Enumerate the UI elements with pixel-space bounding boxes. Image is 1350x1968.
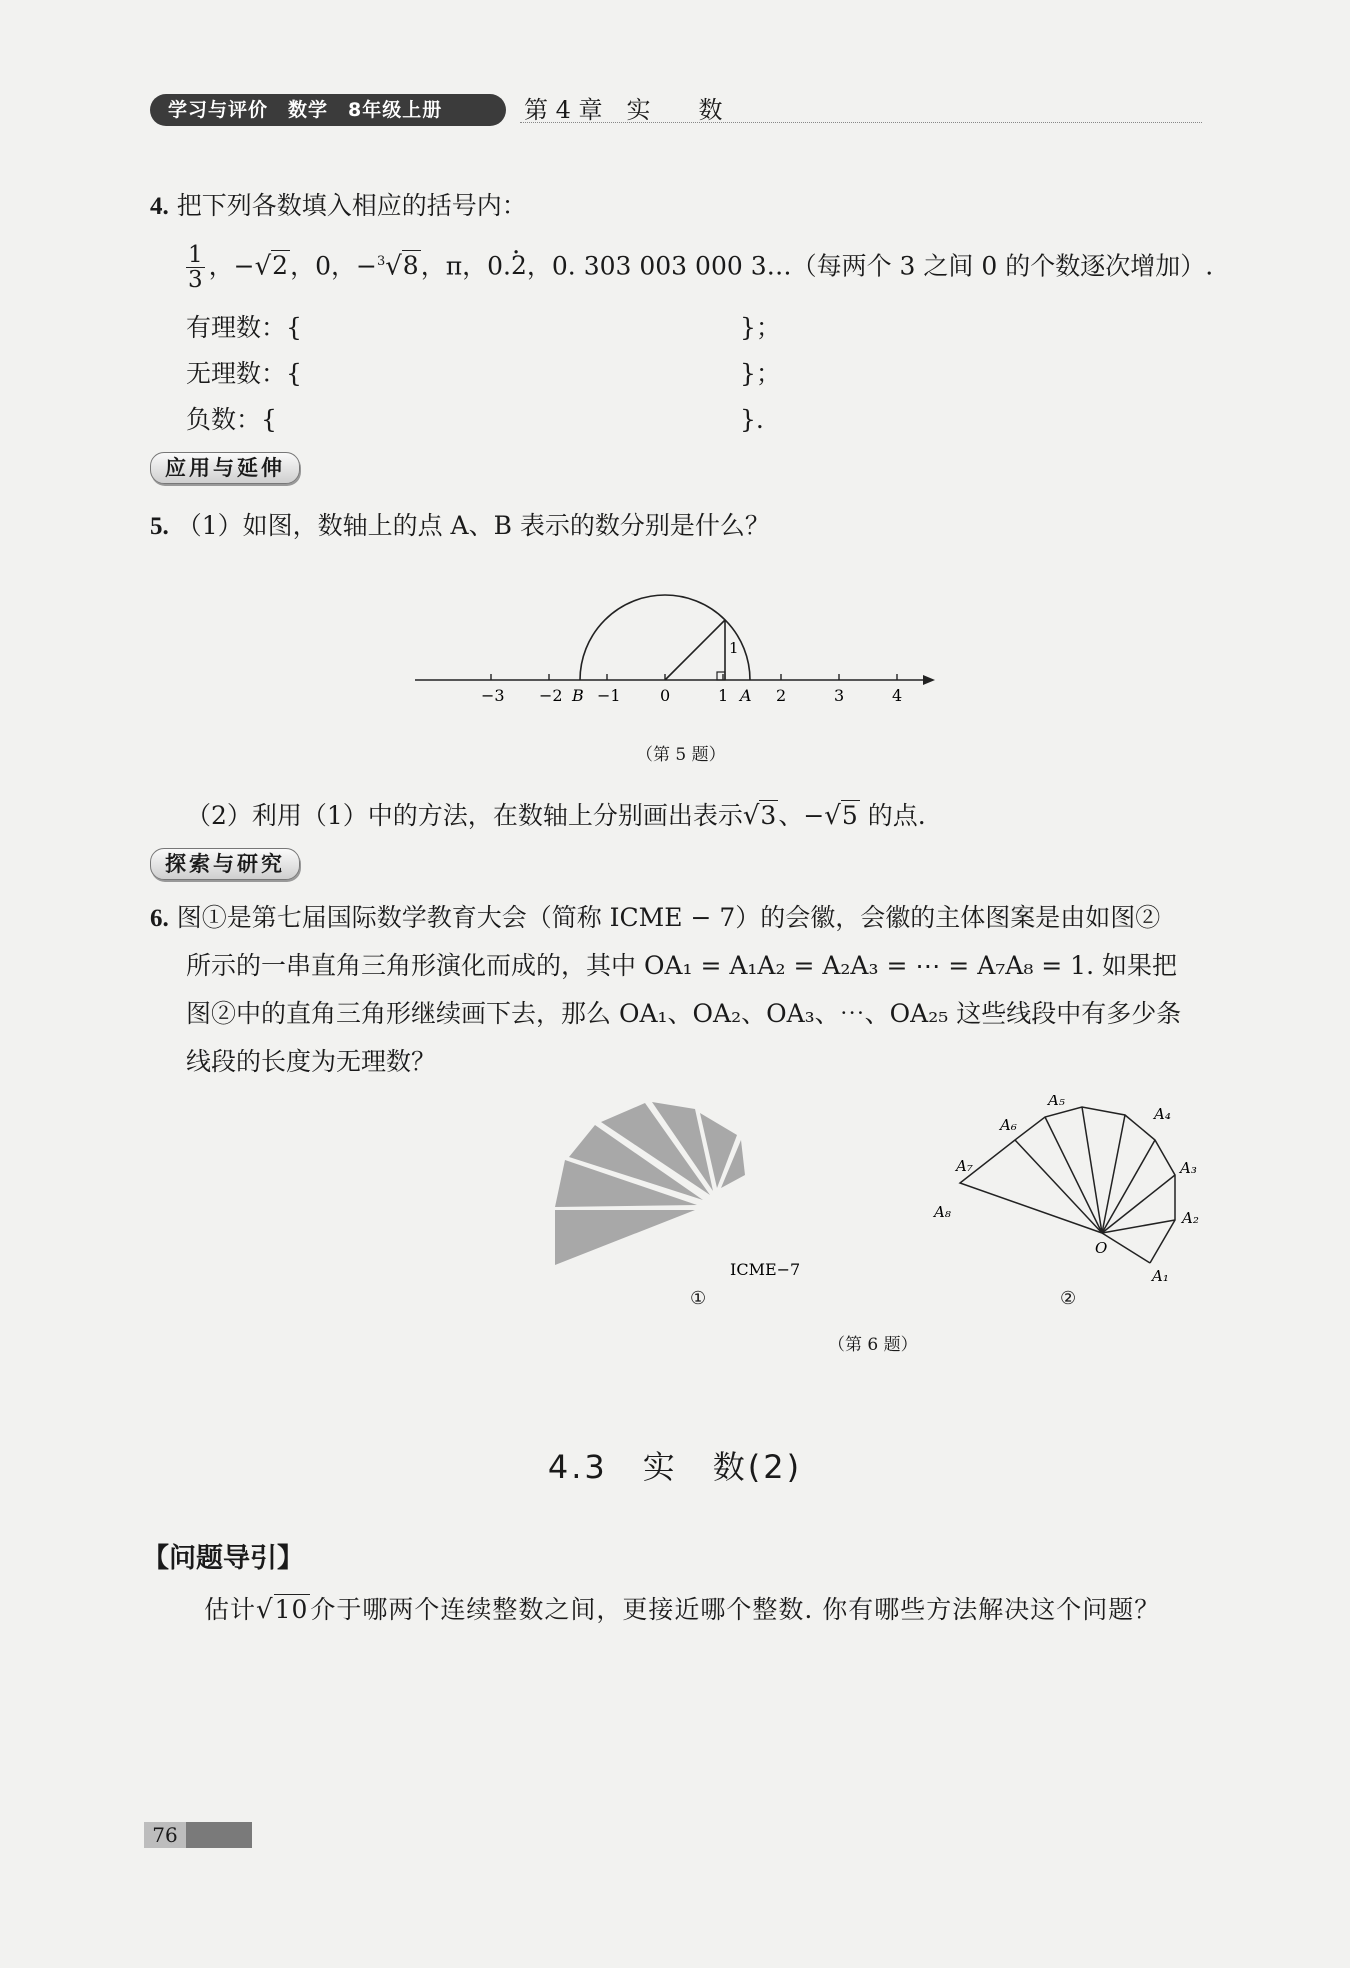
triangle-hypotenuse [665,620,725,680]
icme-logo-figure [545,1095,815,1285]
q5-part2-c: 的点. [859,801,926,830]
cbrt-icon: √ [385,251,402,282]
sqrt5-radicand: 5 [841,801,858,830]
point-a5-label: A₅ [1048,1095,1065,1109]
q4-number: 4. [150,193,169,220]
axis-tick-label: 1 [718,686,729,705]
spiral-lines [960,1107,1175,1263]
q6-line1 [150,898,1160,939]
q4-sep-1: ，− [208,251,255,281]
spoke-a4 [1102,1140,1155,1233]
q6-line2: 所示的一串直角三角形演化而成的，其中 OA₁ = A₁A₂ = A₂A₃ = ⋯ = A₇A₈ = 1. 如果把 [186,951,1177,980]
q5-caption: （第 5 题） [636,745,726,765]
fig2-label: ② [1060,1288,1077,1309]
q5-part2-b: 、− [778,801,825,830]
logo-text: ICME−7 [730,1260,801,1279]
fig1-label: ① [690,1288,707,1309]
guide-text [204,1590,1160,1630]
spoke-a3 [1102,1175,1175,1233]
spoke-a5 [1102,1115,1125,1233]
section-title: 4.3 实 数(2) [547,1448,803,1486]
point-o-label: O [1095,1239,1108,1257]
repeating-digit: · 2 [511,251,527,280]
q4-row-irrational: 无理数：{ [186,359,302,388]
axis-tick-label: 0 [660,686,671,705]
guide-text-b: 介于哪两个连续整数之间，更接近哪个整数. 你有哪些方法解决这个问题？ [310,1595,1161,1624]
q4-sep-2: ，0，− [290,251,377,281]
sqrt10-radicand: 10 [274,1595,309,1624]
page-number: 76 [144,1822,186,1848]
q4-prompt-text: 把下列各数填入相应的括号内： [176,191,527,220]
point-a-label: A [740,686,752,705]
book-title-header: 学习与评价 数学 8年级上册 [150,94,506,126]
spiral-figure [930,1095,1210,1285]
badge-explore-research: 探索与研究 [150,848,300,880]
point-a3-label: A₃ [1180,1159,1197,1177]
leg-label: 1 [729,639,739,657]
fraction-one-third: $\frac{1}{3}$ [188,242,203,294]
q4-row-rational: 有理数：{ [186,313,302,342]
axis-tick-label: 2 [776,686,787,705]
sqrt3-radicand: 3 [760,801,777,830]
q6-caption: （第 6 题） [828,1335,918,1355]
sqrt-icon: √ [256,1595,274,1625]
axis-tick-label: 3 [834,686,845,705]
q5-part1 [150,506,770,547]
q4-number-list [186,242,1213,292]
spoke-a2 [1102,1220,1175,1233]
q4-prompt [150,186,527,227]
q5-number: 5. [150,513,169,540]
sqrt-icon: √ [254,251,272,282]
guide-title: 【问题导引】 [142,1543,304,1574]
q4-row-irrational-end: }； [740,359,781,388]
right-angle-mark [717,672,725,680]
axis-tick-label: −3 [481,686,505,705]
point-a8-label: A₈ [934,1203,951,1221]
cbrt8-radicand: 8 [402,251,419,281]
axis-tick-label: −1 [597,686,621,705]
number-line-figure [400,585,960,715]
header-rule [520,122,1202,123]
q4-row-negative-end: }. [740,405,764,434]
point-a6-label: A₆ [1000,1116,1017,1134]
point-a4-label: A₄ [1154,1105,1171,1123]
q6-line4: 线段的长度为无理数？ [186,1047,437,1076]
logo-triangles [555,1102,745,1265]
chapter-title-header: 第 4 章 实 数 [524,96,723,124]
q4-row-negative: 负数：{ [186,405,277,434]
sqrt2-radicand: 2 [272,251,289,281]
point-a2-label: A₂ [1182,1209,1199,1227]
axis-ticks [481,674,902,705]
cbrt-index: 3 [376,254,386,269]
axis-arrow-icon [923,675,935,685]
q4-row-rational-end: }； [740,313,781,342]
point-a1-label: A₁ [1152,1267,1169,1285]
point-a7-label: A₇ [956,1157,973,1175]
spoke-a1 [1102,1233,1150,1263]
sqrt-icon: √ [742,801,760,831]
badge-apply-extend: 应用与延伸 [150,452,300,484]
q6-number: 6. [150,905,169,932]
q5-part1-text: （1）如图，数轴上的点 A、B 表示的数分别是什么？ [176,511,770,540]
axis-tick-label: 4 [892,686,903,705]
q6-line1-text: 图①是第七届国际数学教育大会（简称 ICME − 7）的会徽，会徽的主体图案是由如图② [176,903,1161,932]
q4-sep-3: ，π，0. [420,251,511,281]
axis-tick-label: −2 [539,686,563,705]
point-b-label: B [572,686,584,705]
logo-triangle [555,1210,695,1265]
q5-part2 [186,796,926,836]
q6-line3: 图②中的直角三角形继续画下去，那么 OA₁、OA₂、OA₃、⋯、OA₂₅ 这些线段中有多少条 [186,999,1182,1028]
q5-part2-a: （2）利用（1）中的方法，在数轴上分别画出表示 [186,801,743,830]
sqrt-icon: √ [824,801,841,831]
guide-text-a: 估计 [204,1595,257,1624]
spiral-outline [960,1107,1175,1263]
q4-tail: ，0. 303 003 000 3…（每两个 3 之间 0 的个数逐次增加）. [526,251,1214,281]
